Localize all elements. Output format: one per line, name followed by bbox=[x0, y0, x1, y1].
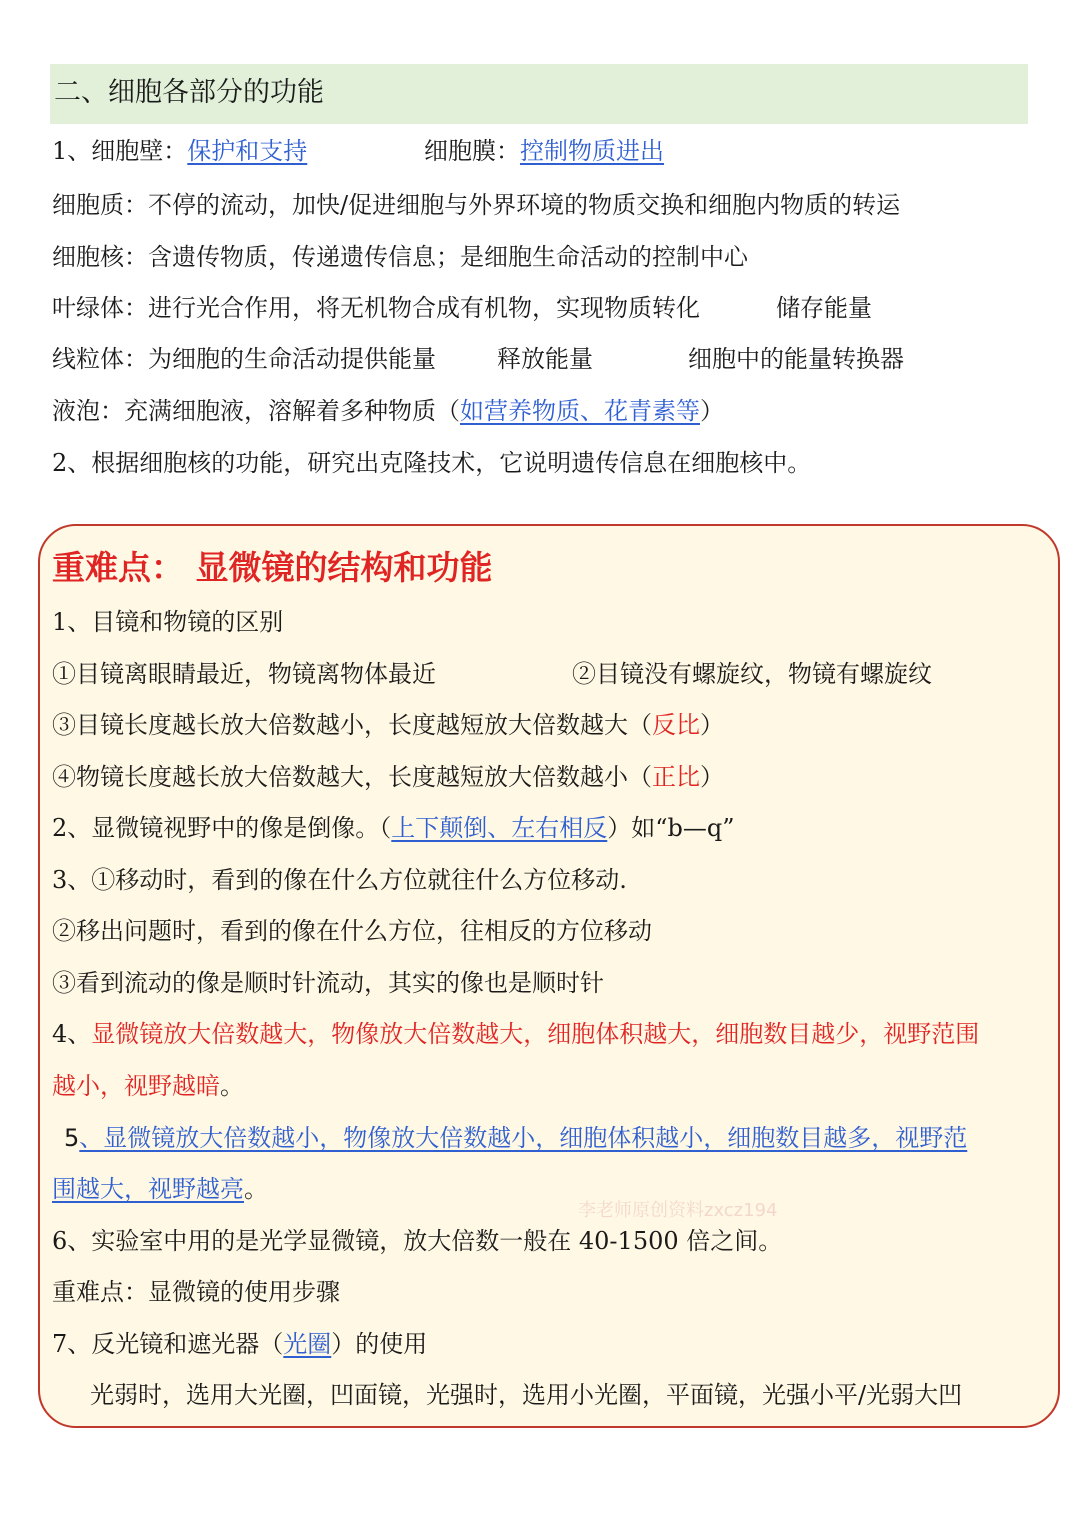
lens-difference-heading: 1、目镜和物镜的区别 bbox=[52, 608, 284, 636]
objective-length-line bbox=[52, 760, 724, 794]
section-header bbox=[50, 64, 1028, 124]
inverted-image-example: ）如“b—q” bbox=[607, 814, 735, 842]
section-title: 二、细胞各部分的功能 bbox=[54, 77, 324, 108]
magnification-small-line-2 bbox=[52, 1172, 268, 1206]
vacuole-close: ） bbox=[700, 397, 724, 425]
magnification-small-text-2: 围越大，视野越亮 bbox=[52, 1175, 244, 1203]
optical-microscope-line: 6、实验室中用的是光学显微镜，放大倍数一般在 40-1500 倍之间。 bbox=[52, 1227, 783, 1255]
lens-point-2: ②目镜没有螺旋纹，物镜有螺旋纹 bbox=[572, 660, 932, 688]
cell-wall-label: 1、细胞壁： bbox=[52, 137, 188, 165]
cloning-line: 2、根据细胞核的功能，研究出克隆技术，它说明遗传信息在细胞核中。 bbox=[52, 449, 812, 477]
cytoplasm-line: 细胞质：不停的流动，加快/促进细胞与外界环境的物质交换和细胞内物质的转运 bbox=[52, 191, 901, 219]
inverse-ratio-label: 反比 bbox=[652, 711, 700, 739]
magnification-large-number: 4、 bbox=[52, 1020, 92, 1048]
eyepiece-close: ） bbox=[700, 711, 724, 739]
magnification-small-line bbox=[64, 1121, 967, 1155]
chloroplast-note: 储存能量 bbox=[776, 294, 872, 322]
cell-wall-function: 保护和支持 bbox=[187, 137, 308, 165]
chloroplast-line: 叶绿体：进行光合作用，将无机物合成有机物，实现物质转化 bbox=[52, 294, 700, 322]
objective-length-text: ④物镜长度越长放大倍数越大，长度越短放大倍数越小（ bbox=[52, 763, 652, 791]
magnification-large-line bbox=[52, 1017, 979, 1051]
light-usage-line: 光弱时，选用大光圈，凹面镜，光强时，选用小光圈，平面镜，光强小平/光弱大凹 bbox=[90, 1381, 963, 1409]
mirror-diaphragm-line bbox=[52, 1327, 427, 1361]
magnification-large-text-2: 越小，视野越暗 bbox=[52, 1072, 220, 1100]
move-out-line: ②移出问题时，看到的像在什么方位，往相反的方位移动 bbox=[52, 917, 652, 945]
mirror-diaphragm-suffix: ）的使用 bbox=[331, 1330, 428, 1358]
nucleus-line: 细胞核：含遗传物质，传递遗传信息；是细胞生命活动的控制中心 bbox=[52, 243, 748, 271]
direct-ratio-label: 正比 bbox=[652, 763, 700, 791]
inverted-image-detail: 上下颠倒、左右相反 bbox=[391, 814, 608, 842]
magnification-small-text: 、显微镜放大倍数越小，物像放大倍数越小，细胞体积越小，细胞数目越多，视野范 bbox=[79, 1124, 968, 1152]
clockwise-line: ③看到流动的像是顺时针流动，其实的像也是顺时针 bbox=[52, 969, 604, 997]
eyepiece-length-text: ③目镜长度越长放大倍数越小，长度越短放大倍数越大（ bbox=[52, 711, 652, 739]
cell-membrane-line bbox=[424, 134, 664, 168]
mirror-diaphragm-text: 7、反光镜和遮光器（ bbox=[52, 1330, 284, 1358]
magnification-small-number: 5 bbox=[64, 1124, 80, 1152]
cell-membrane-function: 控制物质进出 bbox=[520, 137, 664, 165]
lens-point-1: ①目镜离眼睛最近，物镜离物体最近 bbox=[52, 660, 436, 688]
vacuole-example: 如营养物质、花青素等 bbox=[460, 397, 700, 425]
mitochondria-note-1: 释放能量 bbox=[497, 345, 593, 373]
mitochondria-note-2: 细胞中的能量转换器 bbox=[688, 345, 904, 373]
inverted-image-text: 2、显微镜视野中的像是倒像。（ bbox=[52, 814, 392, 842]
magnification-small-period: 。 bbox=[244, 1175, 268, 1203]
moving-image-line: 3、①移动时，看到的像在什么方位就往什么方位移动. bbox=[52, 866, 627, 894]
key-point-title: 重难点： 显微镜的结构和功能 bbox=[52, 548, 493, 587]
magnification-large-text: 显微镜放大倍数越大，物像放大倍数越大，细胞体积越大，细胞数目越少，视野范围 bbox=[91, 1020, 980, 1048]
objective-close: ） bbox=[700, 763, 724, 791]
inverted-image-line bbox=[52, 811, 735, 845]
aperture-label: 光圈 bbox=[283, 1330, 332, 1358]
watermark: 李老师原创资料zxcz194 bbox=[578, 1200, 778, 1221]
magnification-large-period: 。 bbox=[220, 1072, 244, 1100]
cell-membrane-label: 细胞膜： bbox=[424, 137, 520, 165]
vacuole-line bbox=[52, 394, 724, 428]
usage-steps-heading: 重难点：显微镜的使用步骤 bbox=[52, 1278, 340, 1306]
vacuole-text: 液泡：充满细胞液，溶解着多种物质（ bbox=[52, 397, 460, 425]
mitochondria-line: 线粒体：为细胞的生命活动提供能量 bbox=[52, 345, 436, 373]
eyepiece-length-line bbox=[52, 708, 724, 742]
magnification-large-line-2 bbox=[52, 1069, 244, 1103]
cell-wall-line bbox=[52, 134, 307, 168]
